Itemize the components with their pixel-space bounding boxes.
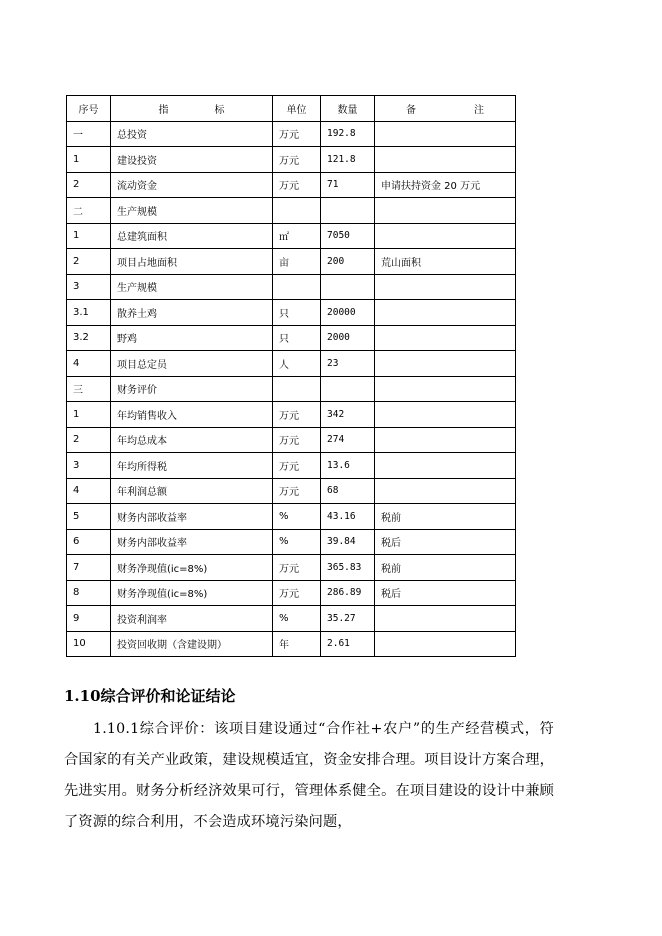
cell-indicator: 生产规模 [111,274,273,300]
table-row [67,376,516,402]
table-row [67,427,516,453]
cell-index: 5 [67,504,111,530]
cell-remark [375,606,516,632]
cell-quantity: 43.16 [321,504,375,530]
cell-quantity: 192.8 [321,121,375,147]
cell-index: 6 [67,529,111,555]
cell-unit [273,198,321,224]
cell-indicator: 年利润总额 [111,478,273,504]
cell-quantity: 342 [321,402,375,428]
cell-unit: 万元 [273,453,321,479]
cell-quantity: 2.61 [321,631,375,657]
section-heading: 1.10综合评价和论证结论 [64,687,236,705]
cell-indicator: 财务净现值(ic=8%) [111,580,273,606]
table-row [67,478,516,504]
cell-index: 3.1 [67,300,111,326]
cell-index: 7 [67,555,111,581]
cell-quantity: 68 [321,478,375,504]
cell-indicator: 财务评价 [111,376,273,402]
table-row [67,172,516,198]
cell-indicator: 投资回收期（含建设期） [111,631,273,657]
cell-index: 2 [67,172,111,198]
cell-unit [273,274,321,300]
table-body [67,121,516,657]
cell-index: 3 [67,274,111,300]
cell-index: 3 [67,453,111,479]
cell-indicator: 财务内部收益率 [111,504,273,530]
cell-quantity: 7050 [321,223,375,249]
cell-indicator: 流动资金 [111,172,273,198]
cell-unit: 人 [273,351,321,377]
cell-remark [375,325,516,351]
cell-remark [375,121,516,147]
table-row [67,147,516,173]
cell-remark [375,274,516,300]
table-row [67,453,516,479]
cell-quantity: 286.89 [321,580,375,606]
cell-remark [375,453,516,479]
table-row [67,274,516,300]
cell-unit: ㎡ [273,223,321,249]
col-header-quantity: 数量 [321,96,375,122]
cell-remark [375,198,516,224]
cell-quantity [321,198,375,224]
cell-remark: 税前 [375,504,516,530]
cell-unit [273,376,321,402]
cell-index: 2 [67,249,111,275]
cell-remark [375,402,516,428]
cell-quantity: 35.27 [321,606,375,632]
cell-remark [375,478,516,504]
cell-unit: % [273,529,321,555]
table-row [67,121,516,147]
cell-index: 1 [67,223,111,249]
table-row [67,198,516,224]
cell-indicator: 投资利润率 [111,606,273,632]
table-row [67,223,516,249]
cell-indicator: 总投资 [111,121,273,147]
cell-quantity: 13.6 [321,453,375,479]
cell-indicator: 建设投资 [111,147,273,173]
cell-remark: 税前 [375,555,516,581]
col-header-unit: 单位 [273,96,321,122]
cell-remark [375,427,516,453]
cell-indicator: 年均销售收入 [111,402,273,428]
cell-index: 8 [67,580,111,606]
cell-quantity: 365.83 [321,555,375,581]
cell-indicator: 年均总成本 [111,427,273,453]
table-header-row [67,96,516,122]
cell-indicator: 年均所得税 [111,453,273,479]
cell-remark: 税后 [375,529,516,555]
table-row [67,580,516,606]
cell-remark [375,351,516,377]
cell-unit: 万元 [273,121,321,147]
table-row [67,606,516,632]
cell-quantity [321,274,375,300]
cell-quantity: 2000 [321,325,375,351]
cell-index: 2 [67,427,111,453]
cell-index: 4 [67,478,111,504]
cell-remark: 申请扶持资金 20 万元 [375,172,516,198]
cell-remark: 荒山面积 [375,249,516,275]
cell-unit: 万元 [273,147,321,173]
col-header-indicator: 指 标 [111,96,273,122]
cell-index: 10 [67,631,111,657]
cell-unit: 万元 [273,478,321,504]
table-row [67,300,516,326]
table-row [67,351,516,377]
table-row [67,529,516,555]
cell-quantity: 23 [321,351,375,377]
cell-indicator: 散养土鸡 [111,300,273,326]
evaluation-paragraph: 1.10.1综合评价：该项目建设通过“合作社+农户”的生产经营模式，符合国家的有关产业政策，建设规模适宜，资金安排合理。项目设计方案合理，先进实用。财务分析经济效果可行，管理体系健全。在项目建设的设计中兼顾了资源的综合利用，不会造成环境污染问题， [64,721,554,830]
cell-remark [375,376,516,402]
cell-quantity [321,376,375,402]
cell-unit: 只 [273,325,321,351]
cell-unit: 只 [273,300,321,326]
cell-index: 一 [67,121,111,147]
cell-unit: 万元 [273,555,321,581]
cell-indicator: 野鸡 [111,325,273,351]
table-row [67,631,516,657]
cell-remark [375,300,516,326]
cell-unit: 万元 [273,402,321,428]
cell-index: 3.2 [67,325,111,351]
table-row [67,555,516,581]
cell-index: 9 [67,606,111,632]
cell-indicator: 财务内部收益率 [111,529,273,555]
cell-quantity: 200 [321,249,375,275]
cell-indicator: 生产规模 [111,198,273,224]
cell-indicator: 项目占地面积 [111,249,273,275]
cell-unit: 亩 [273,249,321,275]
col-header-index: 序号 [67,96,111,122]
table-row [67,504,516,530]
cell-remark: 税后 [375,580,516,606]
cell-unit: % [273,606,321,632]
cell-index: 二 [67,198,111,224]
cell-unit: % [273,504,321,530]
table-row [67,402,516,428]
cell-unit: 万元 [273,580,321,606]
col-header-remark: 备 注 [375,96,516,122]
cell-quantity: 71 [321,172,375,198]
cell-indicator: 总建筑面积 [111,223,273,249]
cell-unit: 年 [273,631,321,657]
cell-unit: 万元 [273,172,321,198]
cell-index: 1 [67,147,111,173]
table-row [67,249,516,275]
cell-index: 4 [67,351,111,377]
cell-indicator: 财务净现值(ic=8%) [111,555,273,581]
cell-remark [375,223,516,249]
cell-index: 三 [67,376,111,402]
cell-quantity: 274 [321,427,375,453]
table-row [67,325,516,351]
cell-quantity: 39.84 [321,529,375,555]
cell-unit: 万元 [273,427,321,453]
cell-quantity: 121.8 [321,147,375,173]
cell-indicator: 项目总定员 [111,351,273,377]
cell-index: 1 [67,402,111,428]
cell-quantity: 20000 [321,300,375,326]
cell-remark [375,631,516,657]
cell-remark [375,147,516,173]
indicator-table [66,95,516,657]
